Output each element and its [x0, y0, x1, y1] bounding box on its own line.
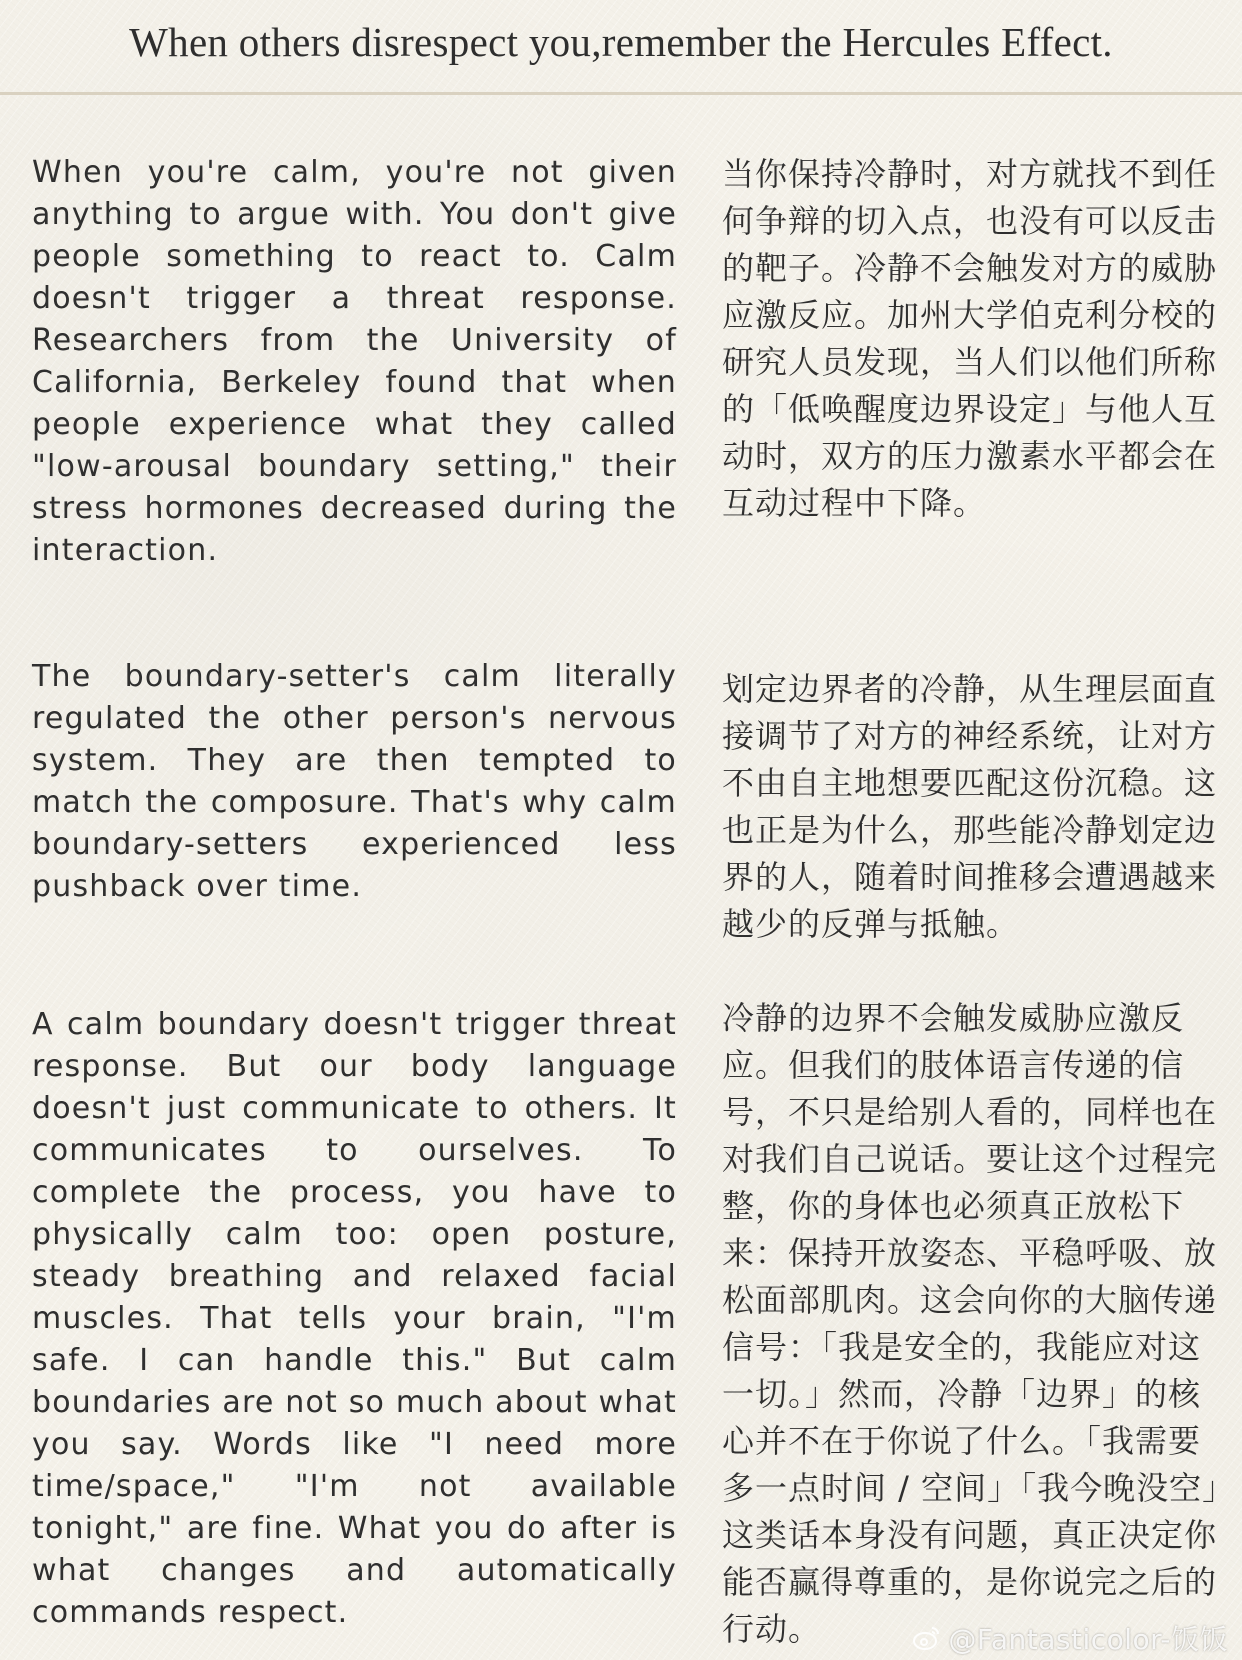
english-paragraph-2: The boundary-setter's calm literally regulated the other person's nervous system. They are then tempted to match the composure. That's why calm boundary-setters experienced less pushback over time.	[32, 659, 677, 904]
chinese-paragraph-2: 划定边界者的冷静，从生理层面直接调节了对方的神经系统，让对方不由自主地想要匹配这份沉稳。这也正是为什么，那些能冷静划定边界的人，随着时间推移会遭遇越来越少的反弹与抵触。	[722, 670, 1218, 943]
chinese-paragraph-1: 当你保持冷静时，对方就找不到任何争辩的切入点，也没有可以反击的靶子。冷静不会触发对方的威胁应激反应。加州大学伯克利分校的研究人员发现，当人们以他们所称的「低唤醒度边界设定」与他人互动时，双方的压力激素水平都会在互动过程中下降。	[722, 155, 1218, 522]
chinese-paragraph-3: 冷静的边界不会触发威胁应激反应。但我们的肢体语言传递的信号，不只是给别人看的，同样也在对我们自己说话。要让这个过程完整，你的身体也必须真正放松下来：保持开放姿态、平稳呼吸、放松面部肌肉。这会向你的大脑传递信号：「我是安全的，我能应对这一切。」然而，冷静「边界」的核心并不在于你说了什么。「我需要多一点时间 / 空间」「我今晚没空」这类话本身没有问题，真正决定你能否赢得尊重的，是你说完之后的行动。	[722, 999, 1220, 1648]
page-title: When others disrespect you,remember the Hercules Effect.	[129, 19, 1113, 65]
english-paragraph-1: When you're calm, you're not given anything to argue with. You don't give people something to react to. Calm doesn't trigger a threat response. Researchers from the University of California, Berkeley found that when people experience what they called "low-arousal boundary setting," their stress hormones decreased during the interaction.	[32, 155, 677, 568]
title-divider	[0, 92, 1242, 95]
watermark	[912, 1618, 1228, 1658]
english-paragraph-3: A calm boundary doesn't trigger threat response. But our body language doesn't just communicate to others. It communicates to ourselves. To complete the process, you have to physically calm too: open posture, steady breathing and relaxed facial muscles. That tells your brain, "I'm safe. I can handle this." But calm boundaries are not so much about what you say. Words like "I need more time/space," "I'm not available tonight," are fine. What you do after is what changes and automatically commands respect.	[32, 1007, 677, 1630]
weibo-icon	[912, 1623, 942, 1653]
watermark-text: @Fantasticolor-饭饭	[948, 1623, 1228, 1656]
